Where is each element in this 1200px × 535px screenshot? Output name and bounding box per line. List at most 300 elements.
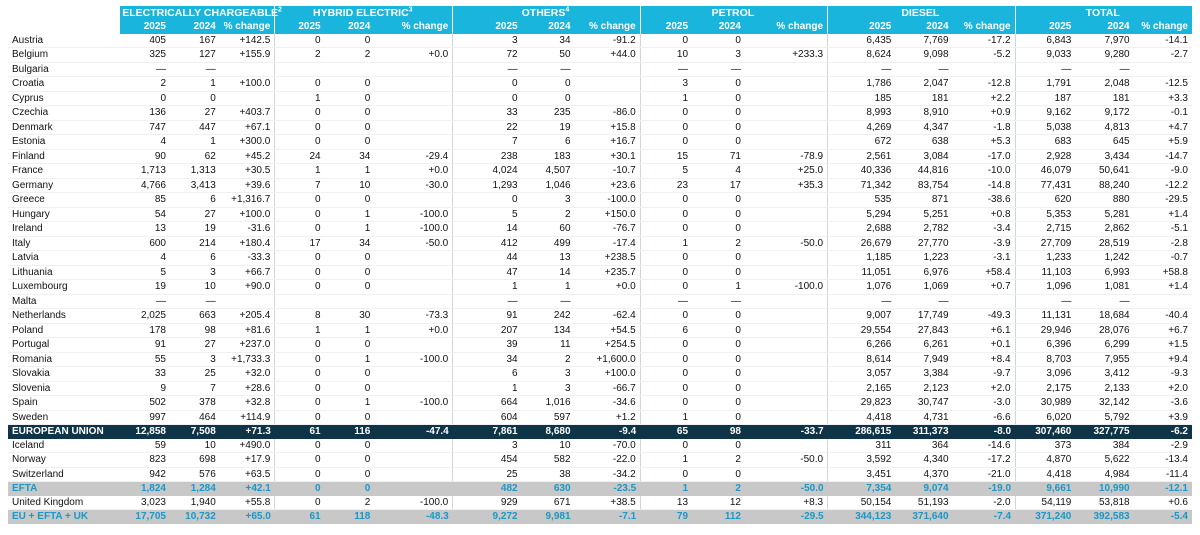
table-cell: 664	[453, 396, 522, 411]
row-label: Cyprus	[8, 91, 120, 106]
table-cell: —	[1015, 62, 1075, 77]
table-cell: 7,354	[828, 482, 896, 496]
table-cell: 2	[325, 48, 375, 63]
table-cell: 72	[453, 48, 522, 63]
row-label: Finland	[8, 149, 120, 164]
column-header: 2025	[1015, 20, 1075, 34]
row-label: Norway	[8, 453, 120, 468]
table-cell: 27,843	[895, 323, 952, 338]
table-cell: 2	[692, 236, 745, 251]
column-header: 2025	[120, 20, 170, 34]
table-cell: 1,284	[170, 482, 220, 496]
table-cell: 5,038	[1015, 120, 1075, 135]
table-cell: 2	[692, 482, 745, 496]
table-cell: 0	[325, 280, 375, 295]
table-cell: -14.8	[953, 178, 1016, 193]
table-cell: 6	[170, 193, 220, 208]
table-cell: +65.0	[220, 510, 275, 524]
table-cell: 61	[275, 510, 325, 524]
column-header: % change	[745, 20, 828, 34]
table-cell: 6	[640, 323, 692, 338]
column-header: % change	[220, 20, 275, 34]
table-cell: 9,162	[1015, 106, 1075, 121]
table-cell: 0	[640, 381, 692, 396]
table-cell: 14	[453, 222, 522, 237]
table-cell: 325	[120, 48, 170, 63]
table-cell: 39	[453, 338, 522, 353]
table-cell: 0	[640, 193, 692, 208]
table-cell: +1,600.0	[575, 352, 641, 367]
table-cell: —	[170, 294, 220, 309]
table-cell: 0	[275, 77, 325, 92]
table-row	[8, 265, 1192, 280]
table-cell: -100.0	[374, 222, 452, 237]
table-cell: +3.9	[1134, 410, 1192, 425]
table-cell: +2.2	[953, 91, 1016, 106]
footnote-marker: 4	[565, 6, 570, 13]
table-cell: +1,316.7	[220, 193, 275, 208]
table-row	[8, 352, 1192, 367]
table-cell: 0	[692, 251, 745, 266]
table-cell	[374, 265, 452, 280]
row-label: Lithuania	[8, 265, 120, 280]
table-cell: 17,749	[895, 309, 952, 324]
table-cell	[745, 367, 828, 382]
table-cell: 0	[325, 367, 375, 382]
row-label: Denmark	[8, 120, 120, 135]
table-cell: 2,047	[895, 77, 952, 92]
table-cell: 34	[453, 352, 522, 367]
table-cell: 4,731	[895, 410, 952, 425]
table-cell: 535	[828, 193, 896, 208]
table-cell: 34	[522, 34, 575, 48]
table-cell: 0	[275, 367, 325, 382]
table-cell: —	[895, 62, 952, 77]
table-cell: 3,057	[828, 367, 896, 382]
table-cell: 307,460	[1015, 425, 1075, 439]
table-cell: 1,185	[828, 251, 896, 266]
table-cell: +114.9	[220, 410, 275, 425]
column-header: % change	[953, 20, 1016, 34]
table-cell: 112	[692, 510, 745, 524]
table-cell: 0	[692, 309, 745, 324]
table-cell: +1.2	[575, 410, 641, 425]
table-cell: 0	[692, 34, 745, 48]
row-label: Slovenia	[8, 381, 120, 396]
table-cell: 0	[325, 193, 375, 208]
table-cell: 46,079	[1015, 164, 1075, 179]
table-cell: 0	[325, 439, 375, 453]
table-row	[8, 453, 1192, 468]
table-cell: -6.6	[953, 410, 1016, 425]
table-cell: 98	[692, 425, 745, 439]
table-cell: 4,269	[828, 120, 896, 135]
table-cell: 238	[453, 149, 522, 164]
table-cell: 28,076	[1075, 323, 1133, 338]
table-cell: 1,096	[1015, 280, 1075, 295]
table-cell: 0	[640, 367, 692, 382]
table-cell: 0	[170, 91, 220, 106]
table-cell: +32.8	[220, 396, 275, 411]
table-cell: 0	[275, 496, 325, 510]
table-cell: 0	[275, 396, 325, 411]
table-cell	[575, 294, 641, 309]
group-header	[828, 6, 1015, 20]
table-cell: 0	[275, 352, 325, 367]
table-cell: 0	[640, 251, 692, 266]
table-cell: +254.5	[575, 338, 641, 353]
table-cell	[374, 453, 452, 468]
column-header: % change	[575, 20, 641, 34]
table-cell: 0	[640, 222, 692, 237]
table-row	[8, 149, 1192, 164]
table-cell: -17.2	[953, 453, 1016, 468]
table-cell: 0	[640, 280, 692, 295]
table-cell: 18,684	[1075, 309, 1133, 324]
table-cell: 9,272	[453, 510, 522, 524]
table-cell: 1	[170, 77, 220, 92]
table-cell: -9.7	[953, 367, 1016, 382]
table-cell: 2,928	[1015, 149, 1075, 164]
table-cell: +28.6	[220, 381, 275, 396]
table-cell: 6,261	[895, 338, 952, 353]
table-cell: 0	[275, 222, 325, 237]
table-cell: 40,336	[828, 164, 896, 179]
table-row	[8, 496, 1192, 510]
table-cell: 3,096	[1015, 367, 1075, 382]
table-cell: —	[1075, 294, 1133, 309]
table-cell: 0	[325, 135, 375, 150]
table-cell: 620	[1015, 193, 1075, 208]
table-cell: 53,818	[1075, 496, 1133, 510]
table-row	[8, 164, 1192, 179]
table-cell: -23.5	[575, 482, 641, 496]
table-cell: +35.3	[745, 178, 828, 193]
table-cell: -100.0	[374, 352, 452, 367]
table-cell: 3,451	[828, 467, 896, 482]
table-row	[8, 251, 1192, 266]
table-cell: 0	[640, 309, 692, 324]
table-cell: 54,119	[1015, 496, 1075, 510]
table-cell: 3	[522, 193, 575, 208]
table-cell: 7	[453, 135, 522, 150]
footnote-marker: 2	[278, 6, 282, 13]
table-cell: 0	[275, 251, 325, 266]
table-cell: 576	[170, 467, 220, 482]
group-header-label: TOTAL	[1085, 6, 1120, 19]
table-cell: 4,340	[895, 453, 952, 468]
table-cell: +63.5	[220, 467, 275, 482]
table-cell: -10.7	[575, 164, 641, 179]
table-cell: 88,240	[1075, 178, 1133, 193]
table-cell	[220, 62, 275, 77]
table-cell	[325, 294, 375, 309]
registrations-table	[8, 6, 1192, 524]
table-cell	[745, 77, 828, 92]
table-cell: 0	[640, 467, 692, 482]
table-cell: 0	[325, 265, 375, 280]
table-cell: 30	[325, 309, 375, 324]
table-cell	[374, 135, 452, 150]
table-cell: 0	[325, 106, 375, 121]
table-cell: +30.5	[220, 164, 275, 179]
header-corner-sub	[8, 20, 120, 34]
table-cell	[575, 77, 641, 92]
table-cell	[374, 106, 452, 121]
table-cell: 26,679	[828, 236, 896, 251]
table-cell: 33	[453, 106, 522, 121]
table-cell: 11,051	[828, 265, 896, 280]
table-cell: 0	[453, 193, 522, 208]
table-cell: 0	[325, 467, 375, 482]
table-cell: -66.7	[575, 381, 641, 396]
table-cell: 0	[275, 120, 325, 135]
table-cell: 0	[275, 135, 325, 150]
table-cell	[745, 91, 828, 106]
table-row	[8, 294, 1192, 309]
table-cell: 0	[325, 251, 375, 266]
table-cell: 0	[275, 193, 325, 208]
table-cell: 2,715	[1015, 222, 1075, 237]
table-cell: 747	[120, 120, 170, 135]
table-row	[8, 120, 1192, 135]
table-cell: +0.0	[374, 164, 452, 179]
footnote-marker: 3	[408, 6, 413, 13]
column-header: 2024	[170, 20, 220, 34]
table-row	[8, 467, 1192, 482]
table-cell: 17	[692, 178, 745, 193]
table-cell: -5.4	[1134, 510, 1192, 524]
table-cell: +71.3	[220, 425, 275, 439]
table-cell: +100.0	[575, 367, 641, 382]
group-header	[120, 6, 282, 20]
table-cell: -17.2	[953, 34, 1016, 48]
table-cell: 9,074	[895, 482, 952, 496]
table-cell: 11,103	[1015, 265, 1075, 280]
table-cell: 4,347	[895, 120, 952, 135]
table-cell: 3	[453, 439, 522, 453]
table-cell: 482	[453, 482, 522, 496]
table-cell: 1	[640, 453, 692, 468]
table-cell: 0	[640, 34, 692, 48]
table-cell: 582	[522, 453, 575, 468]
table-cell: +0.9	[953, 106, 1016, 121]
table-cell: +8.4	[953, 352, 1016, 367]
table-cell: -12.2	[1134, 178, 1192, 193]
table-cell: 6,020	[1015, 410, 1075, 425]
table-cell: 0	[453, 91, 522, 106]
table-cell: 454	[453, 453, 522, 468]
table-cell: -33.7	[745, 425, 828, 439]
table-cell: 1	[640, 91, 692, 106]
table-cell: 5,622	[1075, 453, 1133, 468]
table-cell: —	[1015, 294, 1075, 309]
table-cell: 0	[522, 91, 575, 106]
table-cell: 10	[170, 439, 220, 453]
table-cell	[745, 193, 828, 208]
eu-total-row	[8, 425, 1192, 439]
table-cell: +142.5	[220, 34, 275, 48]
table-cell: +6.7	[1134, 323, 1192, 338]
table-cell: —	[828, 294, 896, 309]
table-cell: 0	[275, 338, 325, 353]
table-cell: 2,133	[1075, 381, 1133, 396]
table-cell: +0.7	[953, 280, 1016, 295]
table-cell: 9,981	[522, 510, 575, 524]
table-cell: 600	[120, 236, 170, 251]
table-cell: -22.0	[575, 453, 641, 468]
year-header-row	[8, 20, 1192, 34]
table-cell: 2	[275, 48, 325, 63]
table-cell: 0	[640, 396, 692, 411]
column-header: 2025	[828, 20, 896, 34]
row-label: EFTA	[8, 482, 120, 496]
table-cell: 0	[692, 193, 745, 208]
table-cell: —	[640, 294, 692, 309]
table-cell: -2.8	[1134, 236, 1192, 251]
table-cell: +81.6	[220, 323, 275, 338]
table-cell: 0	[692, 106, 745, 121]
table-cell: 4	[120, 251, 170, 266]
table-cell: 0	[275, 265, 325, 280]
row-label: Belgium	[8, 48, 120, 63]
table-cell	[220, 294, 275, 309]
table-cell: 7	[275, 178, 325, 193]
table-cell: -40.4	[1134, 309, 1192, 324]
table-cell: 1	[640, 410, 692, 425]
table-cell: 6,435	[828, 34, 896, 48]
table-cell: 1,069	[895, 280, 952, 295]
group-header	[1015, 6, 1192, 20]
table-cell: 91	[120, 338, 170, 353]
table-cell: +0.0	[374, 48, 452, 63]
table-cell: 2,175	[1015, 381, 1075, 396]
table-cell: 85	[120, 193, 170, 208]
group-header	[640, 6, 827, 20]
table-cell	[953, 294, 1016, 309]
efta-total-row	[8, 482, 1192, 496]
table-cell: 7,949	[895, 352, 952, 367]
table-cell: 207	[453, 323, 522, 338]
table-cell: +235.7	[575, 265, 641, 280]
table-cell: 8,703	[1015, 352, 1075, 367]
table-cell: 0	[275, 34, 325, 48]
table-cell: 181	[895, 91, 952, 106]
table-cell: 185	[828, 91, 896, 106]
table-cell	[325, 62, 375, 77]
table-row	[8, 309, 1192, 324]
row-label: Romania	[8, 352, 120, 367]
table-cell: 60	[522, 222, 575, 237]
table-cell: 2,862	[1075, 222, 1133, 237]
row-label: Netherlands	[8, 309, 120, 324]
table-cell: 3	[453, 34, 522, 48]
table-cell: 7,769	[895, 34, 952, 48]
table-cell: 0	[275, 467, 325, 482]
table-cell: 28,519	[1075, 236, 1133, 251]
table-cell: 9,280	[1075, 48, 1133, 63]
table-cell: —	[120, 294, 170, 309]
table-cell: 311	[828, 439, 896, 453]
table-cell	[374, 251, 452, 266]
table-cell: -14.6	[953, 439, 1016, 453]
table-cell: 0	[692, 265, 745, 280]
table-cell: +0.1	[953, 338, 1016, 353]
table-cell: 0	[692, 77, 745, 92]
table-cell: 2	[325, 496, 375, 510]
table-cell: +15.8	[575, 120, 641, 135]
table-cell: 10,990	[1075, 482, 1133, 496]
table-cell: 1,076	[828, 280, 896, 295]
table-cell: 9,661	[1015, 482, 1075, 496]
table-cell: 1,940	[170, 496, 220, 510]
table-cell: 9,033	[1015, 48, 1075, 63]
table-cell: 17,705	[120, 510, 170, 524]
group-header	[275, 6, 453, 20]
table-cell	[374, 482, 452, 496]
table-cell: +233.3	[745, 48, 828, 63]
group-header-label: ELECTRICALLY CHARGEABLE	[122, 6, 278, 19]
table-cell: +45.2	[220, 149, 275, 164]
table-cell: -48.3	[374, 510, 452, 524]
table-cell: -100.0	[745, 280, 828, 295]
table-cell: 0	[692, 467, 745, 482]
table-cell: -0.1	[1134, 106, 1192, 121]
table-cell: 17	[275, 236, 325, 251]
table-cell: 405	[120, 34, 170, 48]
table-cell: 19	[120, 280, 170, 295]
table-cell: 1	[522, 280, 575, 295]
table-cell: +38.5	[575, 496, 641, 510]
table-cell: 19	[170, 222, 220, 237]
table-cell: 0	[640, 439, 692, 453]
table-cell: 1	[325, 207, 375, 222]
table-cell: +30.1	[575, 149, 641, 164]
table-cell: -30.0	[374, 178, 452, 193]
table-cell: 2,048	[1075, 77, 1133, 92]
row-label: Croatia	[8, 77, 120, 92]
table-cell: 4	[692, 164, 745, 179]
row-label: Latvia	[8, 251, 120, 266]
table-cell: —	[522, 294, 575, 309]
table-cell: 0	[640, 120, 692, 135]
table-cell: 136	[120, 106, 170, 121]
table-cell: 0	[692, 120, 745, 135]
table-cell	[745, 251, 828, 266]
table-cell	[745, 135, 828, 150]
row-label: Slovakia	[8, 367, 120, 382]
table-cell: 327,775	[1075, 425, 1133, 439]
table-cell: 7,508	[170, 425, 220, 439]
table-cell	[374, 120, 452, 135]
table-cell	[745, 120, 828, 135]
row-label: Sweden	[8, 410, 120, 425]
table-cell: 3,434	[1075, 149, 1133, 164]
table-cell: -33.3	[220, 251, 275, 266]
table-cell: 0	[692, 367, 745, 382]
table-cell: -62.4	[575, 309, 641, 324]
table-cell: —	[692, 294, 745, 309]
table-cell: 32,142	[1075, 396, 1133, 411]
table-cell: 1,791	[1015, 77, 1075, 92]
table-cell: 0	[692, 91, 745, 106]
table-cell: 116	[325, 425, 375, 439]
table-row	[8, 439, 1192, 453]
table-cell: -31.6	[220, 222, 275, 237]
table-cell: -3.0	[953, 396, 1016, 411]
table-cell: 364	[895, 439, 952, 453]
table-cell: 5,792	[1075, 410, 1133, 425]
